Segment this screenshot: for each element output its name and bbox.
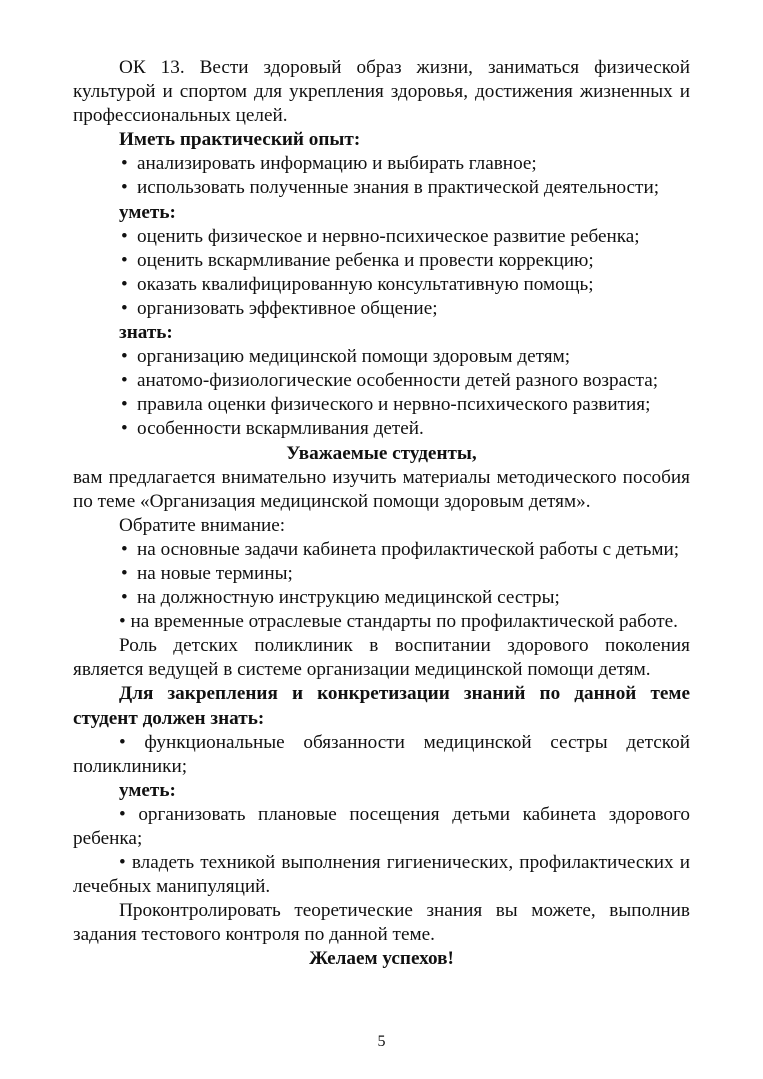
skills-list — [73, 225, 690, 321]
students-title: Уважаемые студенты, — [286, 442, 477, 464]
role-paragraph: Роль детских поликлиник в воспитании здорового поколения является ведущей в системе организации медицинской помощи детям. — [73, 635, 690, 681]
students-intro: вам предлагается внимательно изучить материалы методического пособия по теме «Организация медицинской помощи здоровым детям». — [73, 466, 690, 512]
skills2-item: • владеть техникой выполнения гигиенических, профилактических и лечебных манипуляций. — [73, 852, 690, 898]
attention-last-item: • на временные отраслевые стандарты по профилактической работе. — [119, 611, 678, 633]
list-item: • анализировать информацию и выбирать главное; — [121, 153, 537, 175]
list-item: • правила оценки физического и нервно-психического развития; — [121, 394, 651, 416]
skills-heading: уметь: — [119, 201, 176, 223]
knowledge-list — [73, 345, 690, 441]
document-page — [73, 56, 690, 972]
list-item: • на должностную инструкцию медицинской сестры; — [121, 587, 560, 609]
wish-line: Желаем успехов! — [309, 948, 454, 970]
list-item: • организовать эффективное общение; — [121, 297, 438, 319]
skills2-item: • организовать плановые посещения детьми кабинета здорового ребенка; — [73, 803, 691, 849]
list-item: • организацию медицинской помощи здоровым детям; — [121, 346, 571, 368]
ok13-paragraph: ОК 13. Вести здоровый образ жизни, заниматься физической культурой и спортом для укрепления здоровья, достижения жизненных и профессиональных целей. — [73, 57, 690, 127]
consolidation-paragraph: Для закрепления и конкретизации знаний по данной теме студент должен знать: — [73, 683, 690, 729]
list-item: • анатомо-физиологические особенности детей разного возраста; — [121, 370, 659, 392]
page-number: 5 — [377, 1033, 386, 1050]
list-item: • оценить вскармливание ребенка и провести коррекцию; — [121, 249, 594, 271]
knowledge-heading: знать: — [119, 322, 173, 344]
list-item: • на основные задачи кабинета профилактической работы с детьми; — [121, 538, 680, 560]
control-paragraph: Проконтролировать теоретические знания вы можете, выполнив задания тестового контроля по данной теме. — [73, 900, 690, 946]
list-item: • оценить физическое и нервно-психическое развитие ребенка; — [121, 225, 640, 247]
skills2-heading: уметь: — [119, 779, 176, 801]
duties-item: • функциональные обязанности медицинской сестры детской поликлиники; — [73, 731, 690, 777]
list-item: • использовать полученные знания в практической деятельности; — [121, 177, 660, 199]
practice-heading: Иметь практический опыт: — [119, 129, 361, 151]
list-item: • оказать квалифицированную консультативную помощь; — [121, 273, 594, 295]
attention-list — [73, 538, 690, 610]
practice-list — [73, 152, 690, 200]
list-item: • особенности вскармливания детей. — [121, 418, 424, 440]
list-item: • на новые термины; — [121, 562, 293, 584]
attention-label: Обратите внимание: — [119, 514, 286, 536]
